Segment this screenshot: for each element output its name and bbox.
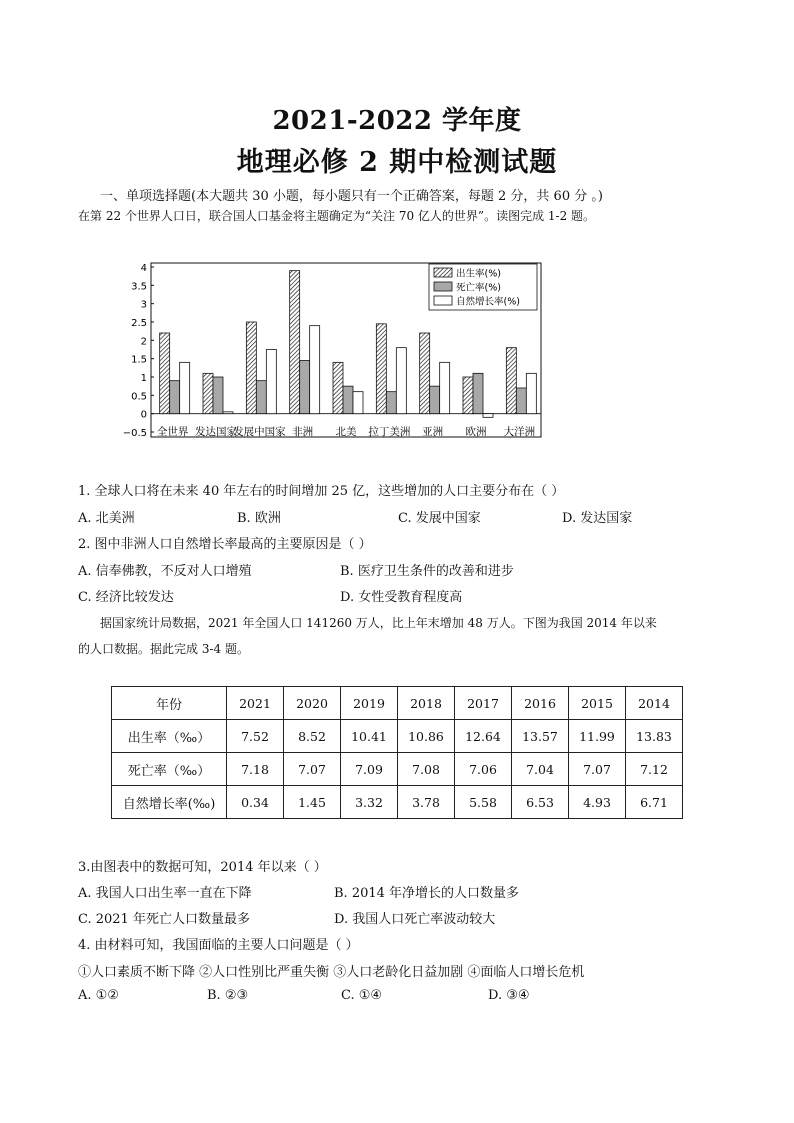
chart-intro: 在第 22 个世界人口日，联合国人口基金将主题确定为“关注 70 亿人的世界”。读图完成 1-2 题。: [78, 209, 596, 223]
x-category-label: 欧洲: [465, 426, 487, 438]
table-year-cell: 2020: [284, 687, 341, 720]
q3-option-d[interactable]: D. 我国人口死亡率波动较大: [334, 912, 496, 927]
table-value-cell: 7.08: [398, 753, 455, 786]
death-rate-bar: [256, 381, 266, 414]
x-category-label: 全世界: [156, 426, 189, 438]
growth-rate-legend-swatch: [434, 296, 452, 305]
growth-rate-bar: [396, 348, 406, 414]
q2-option-d[interactable]: D. 女性受教育程度高: [340, 590, 463, 605]
birth-rate-bar: [290, 271, 300, 414]
material-line-1: 据国家统计局数据，2021 年全国人口 141260 万人，比上年末增加 48 万人。下图为我国 2014 年以来: [100, 616, 657, 630]
x-category-label: 亚洲: [422, 426, 444, 438]
table-value-cell: 5.58: [455, 786, 512, 819]
birth-rate-bar: [376, 324, 386, 414]
birth-rate-bar: [333, 362, 343, 413]
table-value-cell: 7.09: [341, 753, 398, 786]
table-value-cell: 12.64: [455, 720, 512, 753]
table-year-cell: 2017: [455, 687, 512, 720]
table-value-cell: 7.07: [569, 753, 626, 786]
x-category-label: 发达国家: [195, 426, 237, 438]
table-header-label: 年份: [112, 687, 227, 720]
x-category-label: 拉丁美洲: [368, 426, 411, 438]
q4-option-b[interactable]: B. ②③: [207, 988, 249, 1003]
growth-rate-bar: [353, 392, 363, 414]
table-value-cell: 8.52: [284, 720, 341, 753]
table-row: [112, 720, 683, 753]
chart-legend: [429, 264, 537, 310]
y-tick-label: 2.5: [131, 318, 147, 329]
q4-option-a[interactable]: A. ①②: [78, 988, 119, 1003]
birth-rate-bar: [246, 322, 256, 414]
table-value-cell: 13.57: [512, 720, 569, 753]
q1-option-d[interactable]: D. 发达国家: [562, 511, 633, 526]
death-rate-bar: [473, 373, 483, 413]
death-rate-bar: [516, 388, 526, 414]
y-tick-label: 0: [140, 409, 147, 421]
q2-option-c[interactable]: C. 经济比较发达: [78, 590, 174, 605]
table-value-cell: 3.32: [341, 786, 398, 819]
death-rate-bar: [213, 377, 223, 414]
year-title: 2021-2022 学年度: [272, 106, 522, 136]
table-value-cell: 7.18: [227, 753, 284, 786]
table-row: [112, 753, 683, 786]
q1-stem: 1. 全球人口将在未来 40 年左右的时间增加 25 亿，这些增加的人口主要分布在（ ）: [78, 484, 565, 499]
table-value-cell: 7.52: [227, 720, 284, 753]
table-year-cell: 2015: [569, 687, 626, 720]
population-data-table: [111, 686, 683, 819]
legend-label: 出生率(%): [456, 268, 501, 280]
death-rate-bar: [300, 361, 310, 414]
section-heading: 一、单项选择题(本大题共 30 小题，每小题只有一个正确答案，每题 2 分，共 60 分 。): [100, 189, 603, 204]
x-category-label: 发展中国家: [233, 426, 286, 438]
growth-rate-bar: [483, 414, 493, 418]
exam-title: 地理必修 2 期中检测试题: [236, 147, 558, 178]
growth-rate-bar: [223, 412, 233, 414]
table-value-cell: 10.86: [398, 720, 455, 753]
q4-option-d[interactable]: D. ③④: [488, 988, 530, 1003]
y-tick-label: 1.5: [131, 354, 147, 366]
table-value-cell: 7.04: [512, 753, 569, 786]
table-value-cell: 13.83: [626, 720, 683, 753]
q2-option-b[interactable]: B. 医疗卫生条件的改善和进步: [340, 564, 514, 579]
table-value-cell: 7.06: [455, 753, 512, 786]
table-value-cell: 3.78: [398, 786, 455, 819]
table-year-cell: 2018: [398, 687, 455, 720]
q1-option-a[interactable]: A. 北美洲: [78, 511, 135, 526]
y-tick-label: 0.5: [131, 391, 147, 403]
y-tick-label: 3: [140, 299, 147, 311]
birth-rate-legend-swatch: [434, 268, 452, 277]
x-category-label: 大洋洲: [503, 426, 536, 438]
birth-rate-bar: [420, 333, 430, 414]
table-value-cell: 4.93: [569, 786, 626, 819]
x-category-label: 北美: [335, 426, 357, 438]
material-line-2: 的人口数据。据此完成 3-4 题。: [78, 642, 249, 656]
death-rate-legend-swatch: [434, 282, 452, 291]
table-value-cell: 7.07: [284, 753, 341, 786]
table-header-row: [112, 687, 683, 720]
table-value-cell: 6.71: [626, 786, 683, 819]
y-tick-label: 4: [140, 263, 147, 274]
q3-option-b[interactable]: B. 2014 年净增长的人口数量多: [334, 886, 520, 901]
q1-option-c[interactable]: C. 发展中国家: [398, 511, 481, 526]
q4-option-c[interactable]: C. ①④: [341, 988, 383, 1003]
table-row-label: 死亡率（‰）: [112, 753, 227, 786]
table-row: [112, 786, 683, 819]
population-bar-chart: [118, 258, 546, 440]
table-year-cell: 2021: [227, 687, 284, 720]
table-value-cell: 1.45: [284, 786, 341, 819]
death-rate-bar: [430, 386, 440, 414]
y-tick-label: 1: [140, 373, 147, 384]
table-year-cell: 2019: [341, 687, 398, 720]
table-row-label: 自然增长率(‰): [112, 786, 227, 819]
q2-option-a[interactable]: A. 信奉佛教，不反对人口增殖: [78, 564, 252, 579]
birth-rate-bar: [160, 333, 170, 414]
death-rate-bar: [386, 392, 396, 414]
q2-stem: 2. 图中非洲人口自然增长率最高的主要原因是（ ）: [78, 537, 372, 552]
table-year-cell: 2014: [626, 687, 683, 720]
y-tick-label: 3.5: [131, 281, 147, 293]
growth-rate-bar: [310, 326, 320, 414]
growth-rate-bar: [180, 362, 190, 413]
q1-option-b[interactable]: B. 欧洲: [237, 511, 281, 526]
table-value-cell: 10.41: [341, 720, 398, 753]
y-tick-label: −0.5: [122, 428, 147, 439]
q3-stem: 3.由图表中的数据可知，2014 年以来（ ）: [78, 860, 327, 875]
table-value-cell: 7.12: [626, 753, 683, 786]
birth-rate-bar: [506, 348, 516, 414]
birth-rate-bar: [463, 377, 473, 414]
death-rate-bar: [170, 381, 180, 414]
table-row-label: 出生率（‰）: [112, 720, 227, 753]
table-value-cell: 0.34: [227, 786, 284, 819]
y-tick-label: 2: [140, 336, 147, 348]
table-value-cell: 6.53: [512, 786, 569, 819]
table-value-cell: 11.99: [569, 720, 626, 753]
q4-statements: ①人口素质不断下降 ②人口性别比严重失衡 ③人口老龄化日益加剧 ④面临人口增长危机: [78, 965, 585, 980]
x-category-label: 非洲: [292, 426, 314, 438]
birth-rate-bar: [203, 373, 213, 413]
growth-rate-bar: [266, 350, 276, 414]
legend-label: 死亡率(%): [456, 282, 501, 294]
growth-rate-bar: [440, 362, 450, 413]
growth-rate-bar: [526, 373, 536, 413]
q3-option-c[interactable]: C. 2021 年死亡人口数量最多: [78, 912, 250, 927]
death-rate-bar: [343, 386, 353, 414]
table-year-cell: 2016: [512, 687, 569, 720]
q3-option-a[interactable]: A. 我国人口出生率一直在下降: [78, 886, 252, 901]
legend-label: 自然增长率(%): [456, 296, 520, 308]
q4-stem: 4. 由材料可知，我国面临的主要人口问题是（ ）: [78, 938, 359, 953]
